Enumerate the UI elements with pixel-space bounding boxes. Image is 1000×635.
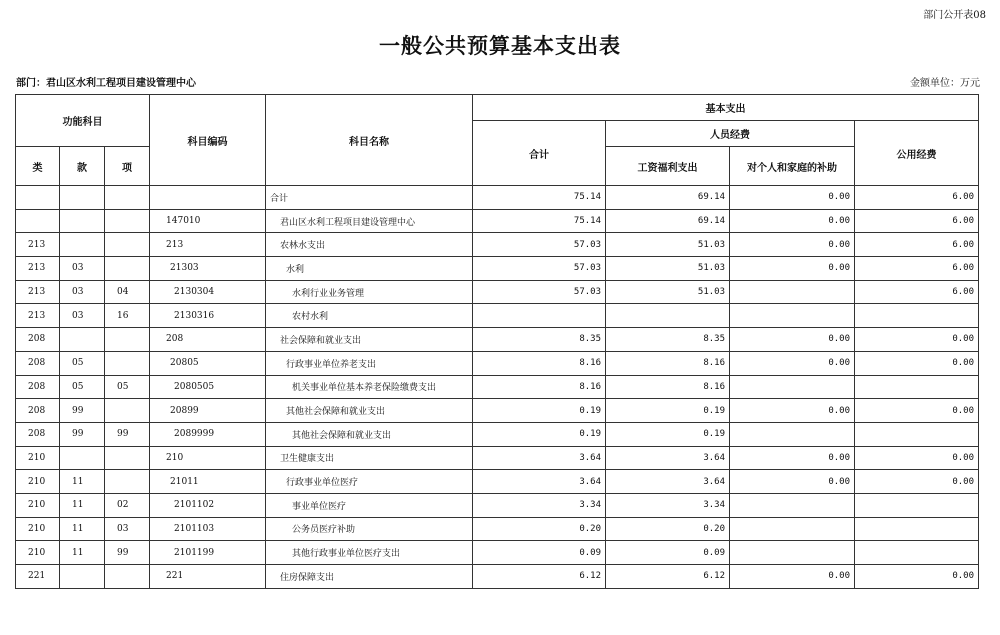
cell-subsidy: 0.00 — [730, 233, 855, 257]
cell-name: 农林水支出 — [266, 233, 473, 257]
cell-total: 57.03 — [473, 257, 606, 281]
table-row — [16, 446, 979, 470]
cell-code: 2101102 — [150, 493, 266, 517]
cell-name: 事业单位医疗 — [266, 493, 473, 517]
cell-code: 21011 — [150, 470, 266, 494]
cell-subsidy — [730, 541, 855, 565]
table-row — [16, 493, 979, 517]
cell-total: 75.14 — [473, 186, 606, 210]
cell-name: 住房保障支出 — [266, 565, 473, 589]
cell-code: 221 — [150, 565, 266, 589]
cell-subsidy — [730, 422, 855, 446]
cell-subsidy — [730, 375, 855, 399]
cell-name: 机关事业单位基本养老保险缴费支出 — [266, 375, 473, 399]
cell-subsidy: 0.00 — [730, 565, 855, 589]
table-row — [16, 422, 979, 446]
cell-name: 合计 — [266, 186, 473, 210]
table-row — [16, 541, 979, 565]
cell-kuan: 11 — [60, 541, 105, 565]
cell-public: 6.00 — [855, 186, 979, 210]
cell-xiang — [105, 565, 150, 589]
cell-public — [855, 517, 979, 541]
cell-total: 57.03 — [473, 280, 606, 304]
cell-total: 75.14 — [473, 209, 606, 233]
header-func-subject: 功能科目 — [16, 95, 150, 147]
table-row — [16, 565, 979, 589]
cell-kuan: 05 — [60, 375, 105, 399]
cell-kuan — [60, 186, 105, 210]
cell-salary: 3.64 — [606, 470, 730, 494]
cell-subsidy: 0.00 — [730, 328, 855, 352]
cell-public: 0.00 — [855, 328, 979, 352]
cell-subsidy: 0.00 — [730, 209, 855, 233]
cell-name: 其他社会保障和就业支出 — [266, 422, 473, 446]
header-total: 合计 — [473, 121, 606, 186]
cell-code: 2130304 — [150, 280, 266, 304]
cell-public — [855, 493, 979, 517]
cell-kuan — [60, 233, 105, 257]
cell-salary: 8.16 — [606, 375, 730, 399]
cell-name: 行政事业单位医疗 — [266, 470, 473, 494]
cell-xiang — [105, 209, 150, 233]
cell-xiang — [105, 257, 150, 281]
table-row — [16, 399, 979, 423]
cell-total: 8.16 — [473, 375, 606, 399]
cell-lei: 221 — [16, 565, 60, 589]
cell-xiang — [105, 233, 150, 257]
cell-kuan: 11 — [60, 517, 105, 541]
cell-code: 21303 — [150, 257, 266, 281]
table-row — [16, 186, 979, 210]
cell-kuan — [60, 328, 105, 352]
cell-total — [473, 304, 606, 328]
cell-total: 8.16 — [473, 351, 606, 375]
cell-lei: 213 — [16, 280, 60, 304]
cell-kuan: 03 — [60, 304, 105, 328]
cell-name: 水利 — [266, 257, 473, 281]
cell-lei: 208 — [16, 399, 60, 423]
cell-salary: 51.03 — [606, 280, 730, 304]
cell-total: 3.64 — [473, 446, 606, 470]
cell-salary: 8.16 — [606, 351, 730, 375]
header-name: 科目名称 — [266, 95, 473, 186]
cell-subsidy: 0.00 — [730, 399, 855, 423]
cell-total: 0.19 — [473, 399, 606, 423]
cell-kuan: 11 — [60, 470, 105, 494]
table-body — [16, 186, 979, 589]
cell-lei: 208 — [16, 351, 60, 375]
cell-kuan — [60, 209, 105, 233]
cell-code: 2089999 — [150, 422, 266, 446]
cell-xiang: 03 — [105, 517, 150, 541]
cell-name: 其他行政事业单位医疗支出 — [266, 541, 473, 565]
cell-xiang: 16 — [105, 304, 150, 328]
cell-salary — [606, 304, 730, 328]
cell-name: 君山区水利工程项目建设管理中心 — [266, 209, 473, 233]
cell-xiang — [105, 446, 150, 470]
cell-code: 147010 — [150, 209, 266, 233]
header-public: 公用经费 — [855, 121, 979, 186]
cell-lei: 208 — [16, 328, 60, 352]
cell-code: 208 — [150, 328, 266, 352]
cell-lei: 213 — [16, 304, 60, 328]
cell-salary: 0.09 — [606, 541, 730, 565]
cell-total: 57.03 — [473, 233, 606, 257]
cell-code: 2101103 — [150, 517, 266, 541]
cell-salary: 0.19 — [606, 399, 730, 423]
header-xiang: 项 — [105, 147, 150, 186]
cell-lei — [16, 186, 60, 210]
cell-salary: 3.34 — [606, 493, 730, 517]
cell-subsidy — [730, 493, 855, 517]
header-code: 科目编码 — [150, 95, 266, 186]
cell-public: 0.00 — [855, 446, 979, 470]
cell-lei: 210 — [16, 541, 60, 565]
cell-kuan: 99 — [60, 422, 105, 446]
cell-subsidy: 0.00 — [730, 186, 855, 210]
cell-subsidy — [730, 280, 855, 304]
cell-subsidy — [730, 517, 855, 541]
header-kuan: 款 — [60, 147, 105, 186]
cell-salary: 51.03 — [606, 257, 730, 281]
cell-kuan — [60, 565, 105, 589]
header-lei: 类 — [16, 147, 60, 186]
cell-kuan: 05 — [60, 351, 105, 375]
cell-name: 水利行业业务管理 — [266, 280, 473, 304]
cell-lei: 210 — [16, 517, 60, 541]
cell-lei: 213 — [16, 233, 60, 257]
cell-total: 3.34 — [473, 493, 606, 517]
cell-salary: 8.35 — [606, 328, 730, 352]
cell-lei: 208 — [16, 422, 60, 446]
cell-kuan: 99 — [60, 399, 105, 423]
cell-salary: 0.19 — [606, 422, 730, 446]
table-row — [16, 351, 979, 375]
cell-name: 卫生健康支出 — [266, 446, 473, 470]
cell-salary: 69.14 — [606, 209, 730, 233]
cell-code: 2130316 — [150, 304, 266, 328]
table-row — [16, 470, 979, 494]
cell-subsidy: 0.00 — [730, 257, 855, 281]
cell-code: 20899 — [150, 399, 266, 423]
table-row — [16, 257, 979, 281]
cell-code — [150, 186, 266, 210]
cell-xiang: 99 — [105, 541, 150, 565]
header-subsidy: 对个人和家庭的补助 — [730, 147, 855, 186]
department-label: 部门：君山区水利工程项目建设管理中心 — [16, 78, 196, 89]
cell-lei: 210 — [16, 493, 60, 517]
cell-kuan: 03 — [60, 257, 105, 281]
cell-code: 210 — [150, 446, 266, 470]
cell-kuan: 03 — [60, 280, 105, 304]
cell-code: 2101199 — [150, 541, 266, 565]
budget-expenditure-table — [15, 94, 979, 589]
cell-kuan: 11 — [60, 493, 105, 517]
cell-name: 社会保障和就业支出 — [266, 328, 473, 352]
cell-xiang — [105, 470, 150, 494]
table-row — [16, 328, 979, 352]
table-row — [16, 209, 979, 233]
cell-name: 农村水利 — [266, 304, 473, 328]
cell-public: 6.00 — [855, 233, 979, 257]
cell-subsidy — [730, 304, 855, 328]
cell-public — [855, 422, 979, 446]
cell-public: 6.00 — [855, 280, 979, 304]
cell-lei: 210 — [16, 470, 60, 494]
cell-xiang — [105, 186, 150, 210]
cell-xiang — [105, 399, 150, 423]
header-personnel: 人员经费 — [606, 121, 855, 147]
cell-public — [855, 541, 979, 565]
cell-total: 3.64 — [473, 470, 606, 494]
cell-xiang — [105, 351, 150, 375]
table-row — [16, 375, 979, 399]
cell-subsidy: 0.00 — [730, 351, 855, 375]
cell-total: 8.35 — [473, 328, 606, 352]
cell-xiang: 99 — [105, 422, 150, 446]
cell-lei: 208 — [16, 375, 60, 399]
table-row — [16, 517, 979, 541]
cell-salary: 0.20 — [606, 517, 730, 541]
cell-xiang: 05 — [105, 375, 150, 399]
cell-public: 6.00 — [855, 257, 979, 281]
table-row — [16, 280, 979, 304]
cell-total: 0.19 — [473, 422, 606, 446]
cell-xiang: 04 — [105, 280, 150, 304]
table-header — [16, 95, 979, 186]
cell-code: 20805 — [150, 351, 266, 375]
page-title: 一般公共预算基本支出表 — [379, 33, 621, 58]
cell-lei: 213 — [16, 257, 60, 281]
cell-public: 0.00 — [855, 565, 979, 589]
cell-code: 213 — [150, 233, 266, 257]
cell-public: 0.00 — [855, 399, 979, 423]
header-salary: 工资福利支出 — [606, 147, 730, 186]
cell-subsidy: 0.00 — [730, 446, 855, 470]
cell-code: 2080505 — [150, 375, 266, 399]
cell-name: 公务员医疗补助 — [266, 517, 473, 541]
cell-lei — [16, 209, 60, 233]
cell-salary: 69.14 — [606, 186, 730, 210]
cell-xiang — [105, 328, 150, 352]
cell-subsidy: 0.00 — [730, 470, 855, 494]
cell-lei: 210 — [16, 446, 60, 470]
cell-kuan — [60, 446, 105, 470]
cell-total: 0.09 — [473, 541, 606, 565]
cell-total: 6.12 — [473, 565, 606, 589]
cell-public — [855, 304, 979, 328]
cell-salary: 3.64 — [606, 446, 730, 470]
cell-public: 0.00 — [855, 351, 979, 375]
cell-name: 其他社会保障和就业支出 — [266, 399, 473, 423]
table-row — [16, 304, 979, 328]
cell-name: 行政事业单位养老支出 — [266, 351, 473, 375]
form-number-label: 部门公开表08 — [923, 10, 986, 21]
table-row — [16, 233, 979, 257]
cell-total: 0.20 — [473, 517, 606, 541]
cell-public: 0.00 — [855, 470, 979, 494]
amount-unit-label: 金额单位：万元 — [910, 78, 980, 89]
cell-public — [855, 375, 979, 399]
cell-public: 6.00 — [855, 209, 979, 233]
cell-salary: 6.12 — [606, 565, 730, 589]
cell-xiang: 02 — [105, 493, 150, 517]
header-basic: 基本支出 — [473, 95, 979, 121]
cell-salary: 51.03 — [606, 233, 730, 257]
